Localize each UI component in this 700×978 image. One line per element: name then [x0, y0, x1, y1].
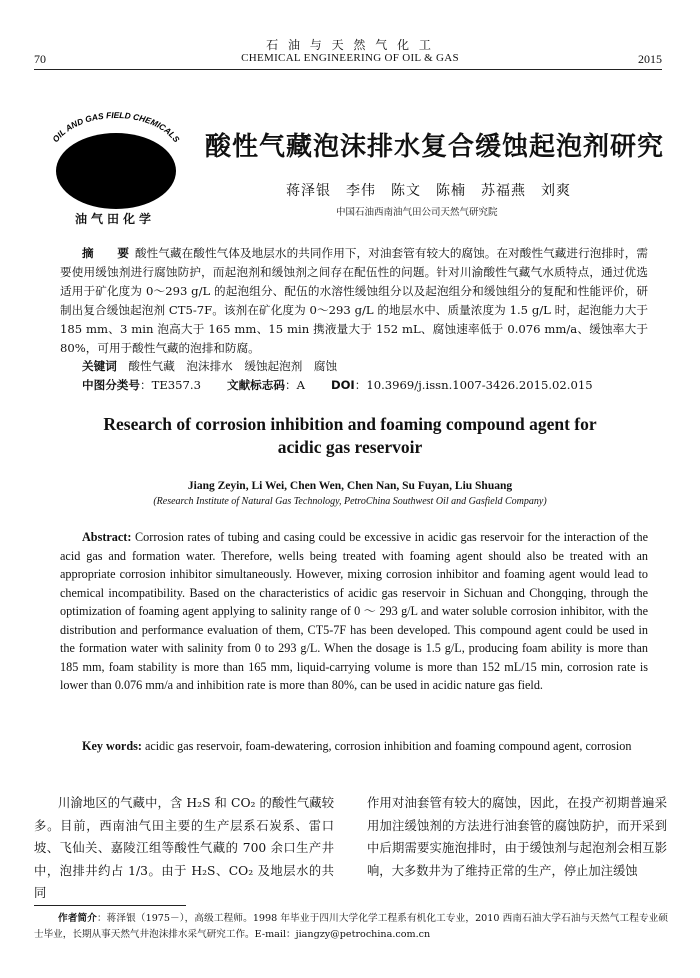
footnote-rule [34, 905, 186, 906]
doi-label: DOI [330, 378, 355, 392]
doc-code-label: 文献标志码 [226, 378, 285, 392]
footnote-label: 作者简介 [58, 913, 97, 924]
body-column-left: 川渝地区的气藏中，含 H₂S 和 CO₂ 的酸性气藏较多。目前，西南油气田主要的生产层系石炭系、雷口坡、飞仙关、嘉陵江组等酸性气藏的 700 余口生产井中，泡排井约占 1/3。由于 H₂S、CO₂ 及地层水的共同 [34, 796, 334, 900]
abstract-cn-text: 酸性气藏在酸性气体及地层水的共同作用下，对油套管有较大的腐蚀。在对酸性气藏进行泡排时，需要使用缓蚀剂进行腐蚀防护，而起泡剂和缓蚀剂之间存在配伍性的问题。针对川渝酸性气藏气水质特点，通过优选适用于矿化度为 0～293 g/L 的起泡组分、配伍的水溶性缓蚀组分以及起泡组分和缓蚀组分的复配和性能评价，研制出复合缓蚀起泡剂 CT5-7F。该剂在矿化度为 0～293 g/L 的地层水中、质量浓度为 1.5 g/L 时，起泡能力大于 185 mm、3 min 泡高大于 165 mm、15 min 携液量大于 152 mL、腐蚀速率低于 0.076 mm/a、缓蚀率大于 80%，可用于酸性气藏的泡排和防腐。 [60, 246, 648, 355]
clc-label: 中图分类号 [82, 378, 140, 392]
clc-value: TE357.3 [151, 378, 201, 392]
doi-value: 10.3969/j.issn.1007-3426.2015.02.015 [366, 378, 593, 392]
article-title-cn: 酸性气藏泡沫排水复合缓蚀起泡剂研究 [205, 132, 665, 162]
doc-code-value: A [296, 378, 305, 392]
keywords-en-label: Key words [82, 739, 138, 753]
keywords-cn-label: 关键词 [82, 359, 117, 373]
authors-cn: 蒋泽银 李伟 陈文 陈楠 苏福燕 刘爽 [286, 183, 571, 199]
abstract-en-text: Corrosion rates of tubing and casing could be excessive in acidic gas reservoir for the interaction of the acid gas and formation water. Therefore, wells being treated with foaming agent should also be treated with an appropriate corrosion inhibitor simultaneously. However, mixing corrosion inhibitor and foaming agent would lead to chemical incompatibility. Based on the characteristics of acidic gas reservoir in Sichuan and Chongqing, through the optimization of foaming agent applying to salinity range of 0 ～ 293 g/L and water soluble corrosion inhibitor, with the distribution and performance evaluation of them, CT5-7F has been developed. This compound agent could be used in the formation water with salinity from 0 to 293 g/L. When the dosage is 1.5 g/L, producing foam ability is more than 185 mm, foam stability is more than 165 mm, liquid-carrying volume is more than 152 mL/15 min, corrosion rate is lower than 0.076 mm/a and inhibition rate is more than 80%, can be used in acidic nature gas field. [60, 530, 649, 692]
author-footnote: 作者简介：蒋泽银（1975－），高级工程师。1998 年毕业于四川大学化学工程系有机化工专业，2010 西南石油大学石油与天然气工程专业硕士毕业，长期从事天然气井泡沫排水采气研究工作。E-mail：jiangzy@petrochina.com.cn [34, 913, 669, 940]
journal-title-en: CHEMICAL ENGINEERING OF OIL & GAS [241, 52, 459, 64]
journal-year: 2015 [638, 52, 662, 66]
classification-line: 中图分类号：TE357.3 文献标志码：A DOI：10.3969/j.issn.1007-3426.2015.02.015 [82, 378, 593, 392]
affiliation-cn: 中国石油西南油气田公司天然气研究院 [336, 207, 498, 218]
keywords-en-text: acidic gas reservoir, foam-dewatering, corrosion inhibition and foaming compound agent, corrosion [144, 739, 632, 753]
authors-en: Jiang Zeyin, Li Wei, Chen Wen, Chen Nan, Su Fuyan, Liu Shuang [187, 480, 513, 492]
logo-ellipse [56, 133, 176, 209]
logo-arc-text: OIL AND GAS FIELD CHEMICALS [50, 109, 182, 145]
journal-logo [40, 100, 192, 225]
affiliation-en: (Research Institute of Natural Gas Technology, PetroChina Southwest Oil and Gasfield Company) [153, 496, 547, 507]
footnote-text: 蒋泽银（1975－），高级工程师。1998 年毕业于四川大学化学工程系有机化工专业，2010 西南石油大学石油与天然气工程专业硕士毕业，长期从事天然气井泡沫排水采气研究工作。E-mail：jiangzy@petrochina.com.cn [34, 913, 669, 940]
keywords-en: Key words: acidic gas reservoir, foam-dewatering, corrosion inhibition and foaming compound agent, corrosion [82, 739, 632, 753]
abstract-en: Abstract: Corrosion rates of tubing and casing could be excessive in acidic gas reservoir for the interaction of the acid gas and formation water. Therefore, wells being treated with foaming agent should also be treated with an appropriate corrosion inhibitor simultaneously. However, mixing corrosion inhibitor and foaming agent would lead to chemical incompatibility. Based on the characteristics of acidic gas reservoir in Sichuan and Chongqing, through the optimization of foaming agent applying to salinity range of 0 ～ 293 g/L and water soluble corrosion inhibitor, with the distribution and performance evaluation of them, CT5-7F has been developed. This compound agent could be used in the formation water with salinity from 0 to 293 g/L. When the dosage is 1.5 g/L, producing foam ability is more than 185 mm, foam stability is more than 165 mm, liquid-carrying volume is more than 152 mL/15 min, corrosion rate is lower than 0.076 mm/a and inhibition rate is more than 80%, can be used in acidic nature gas field. [60, 530, 649, 692]
keywords-cn-text: 酸性气藏 泡沫排水 缓蚀起泡剂 腐蚀 [128, 359, 338, 373]
abstract-cn [60, 244, 648, 358]
logo-caption: 油气田化学 [74, 212, 155, 226]
keywords-cn [82, 358, 337, 374]
journal-title-cn: 石 油 与 天 然 气 化 工 [266, 38, 434, 52]
body-column-right: 作用对油套管有较大的腐蚀，因此，在投产初期普遍采用加注缓蚀剂的方法进行油套管的腐蚀防护，而开采到中后期需要实施泡排时，由于缓蚀剂与起泡剂会相互影响，大多数井为了维持正常的生产，停止加注缓蚀 [367, 796, 667, 878]
abstract-en-label: Abstract [82, 530, 128, 544]
header-rule [34, 69, 662, 70]
page-number: 70 [34, 52, 46, 66]
article-title-en: Research of corrosion inhibition and foaming compound agent for acidic gas reservoir [103, 414, 597, 457]
abstract-cn-label: 摘 要 [82, 246, 135, 260]
